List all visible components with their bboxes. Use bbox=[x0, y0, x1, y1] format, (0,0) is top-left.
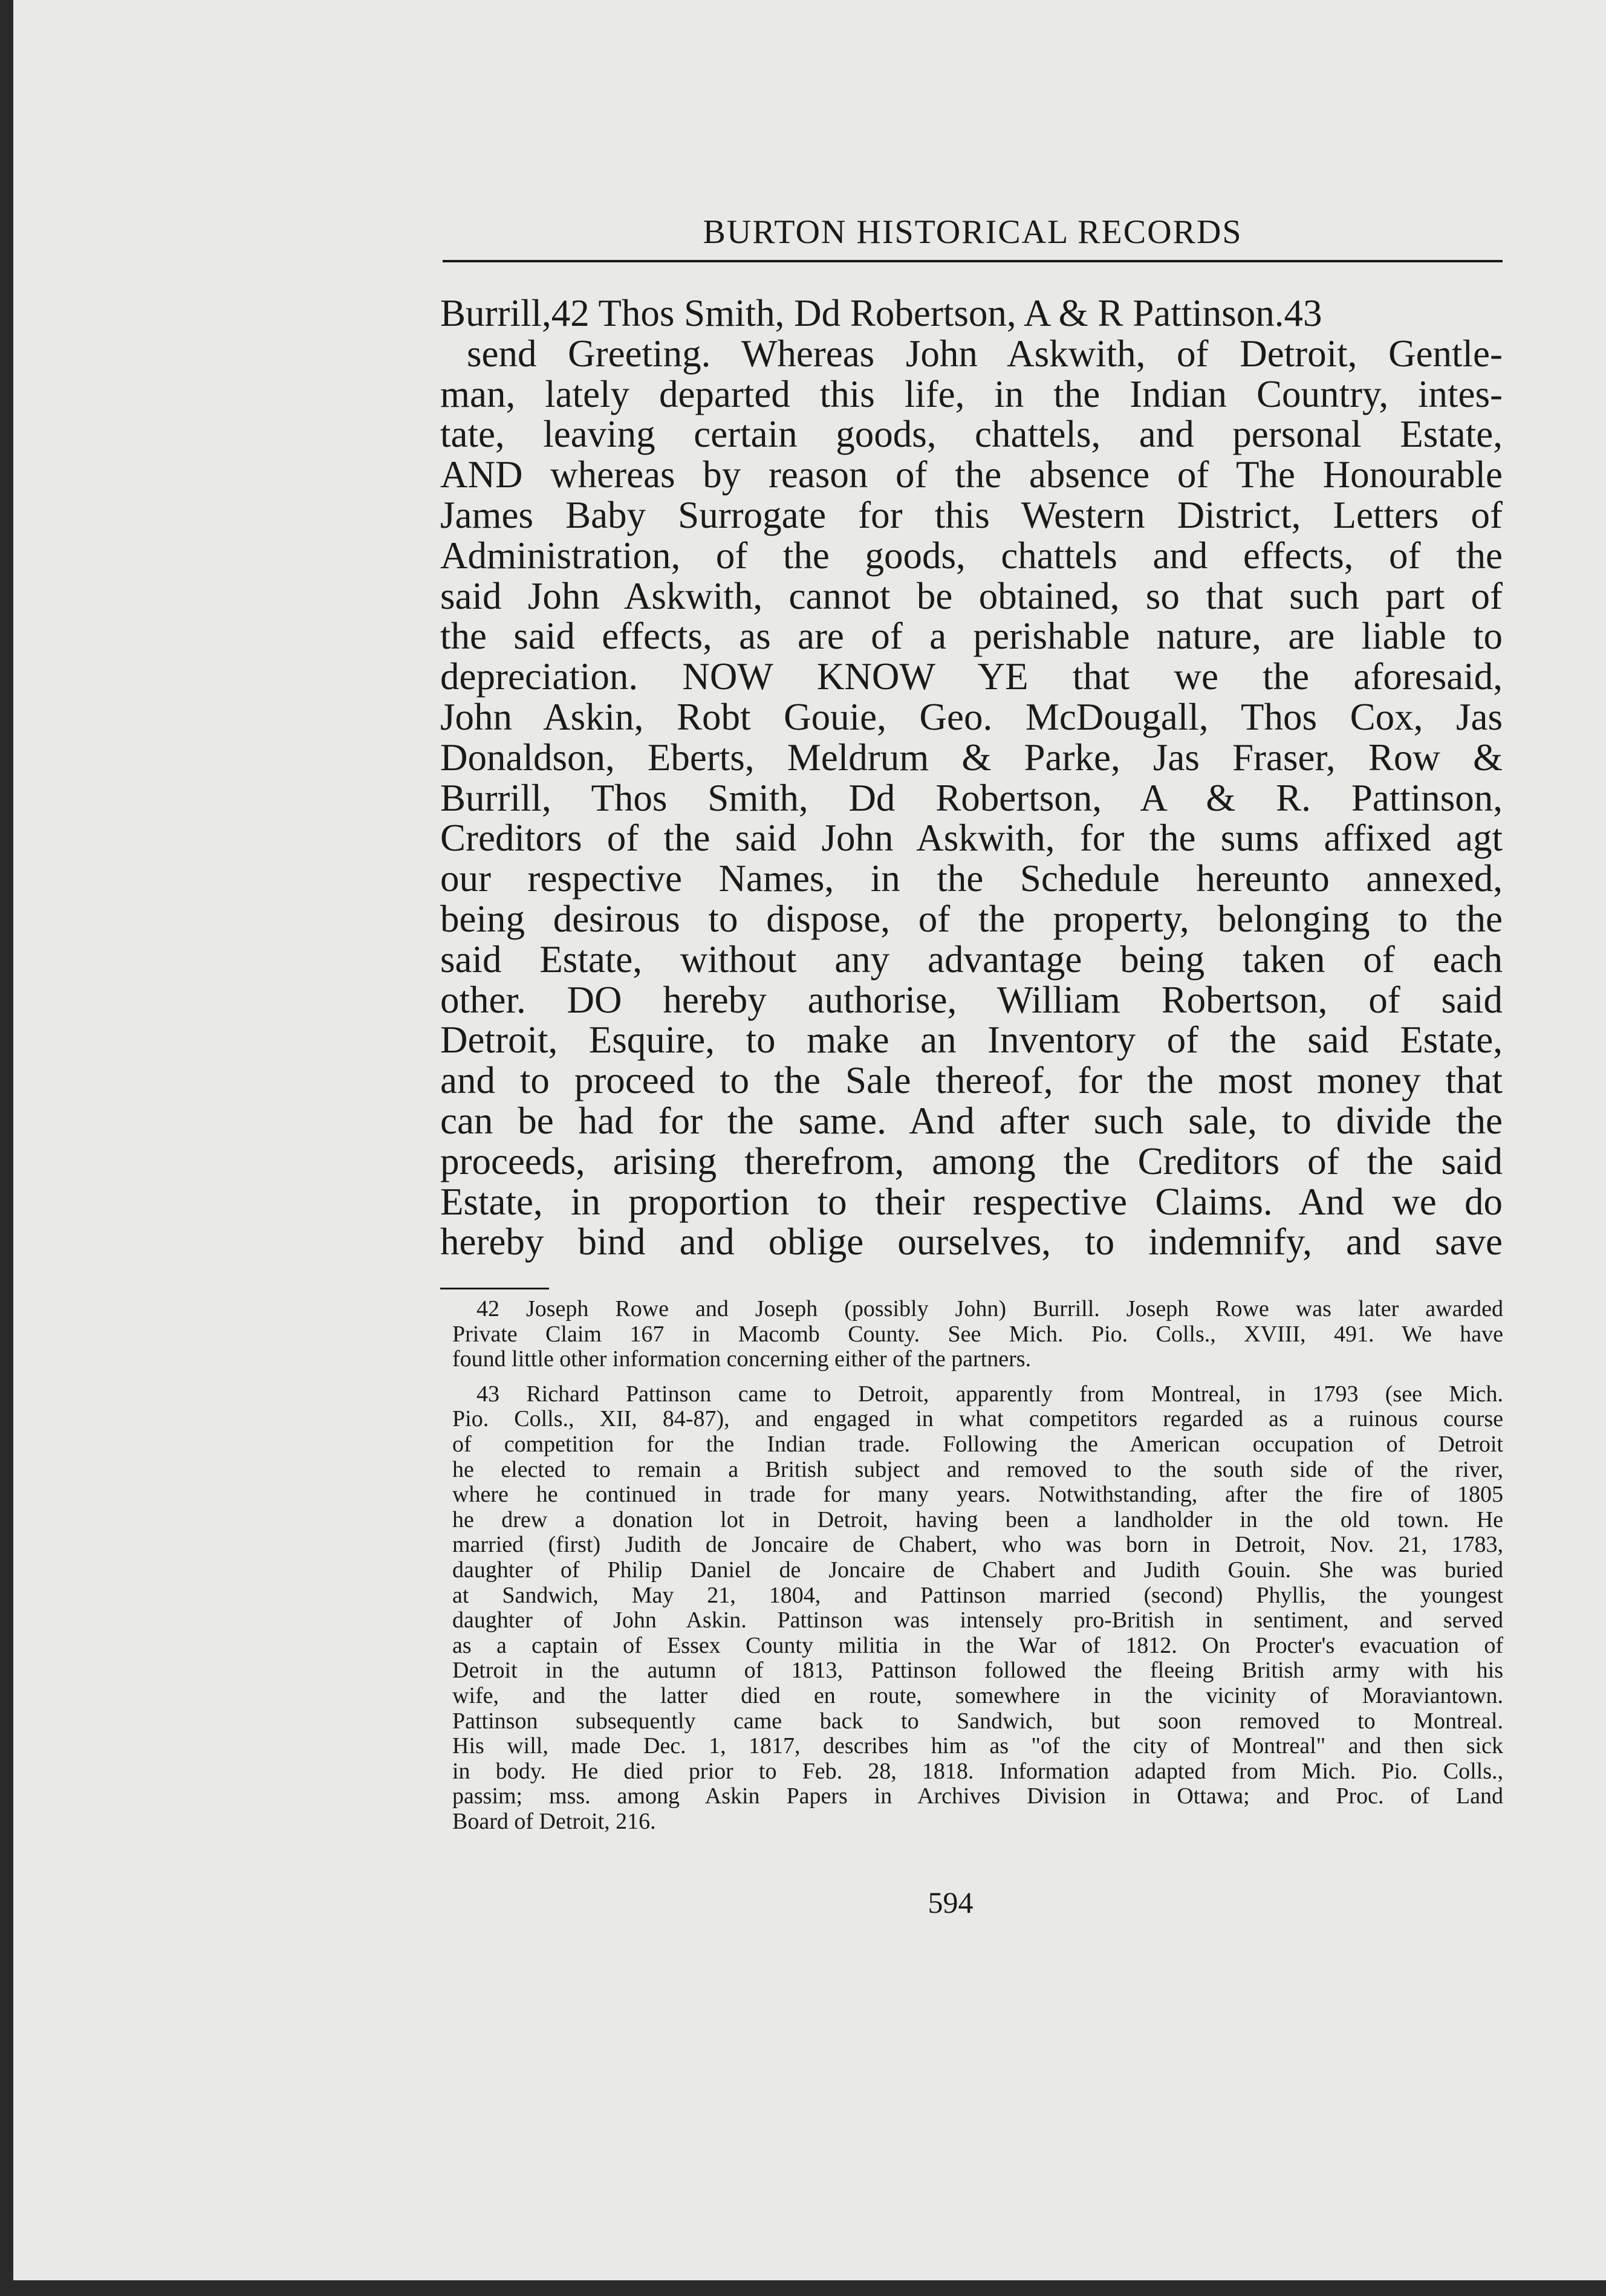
body-line: said Estate, without any advantage being taken of each bbox=[440, 938, 1503, 981]
body-line: Donaldson, Eberts, Meldrum & Parke, Jas Fraser, Row & bbox=[440, 736, 1503, 779]
body-line: Burrill, Thos Smith, Dd Robertson, A & R. Pattinson, bbox=[440, 776, 1503, 819]
footnote-42 bbox=[452, 1297, 1503, 1372]
body-line: hereby bind and oblige ourselves, to indemnify, and save bbox=[440, 1221, 1503, 1263]
footnote-line: at Sandwich, May 21, 1804, and Pattinson married (second) Phyllis, the youngest bbox=[452, 1582, 1503, 1608]
footnote-line: passim; mss. among Askin Papers in Archives Division in Ottawa; and Proc. of Land bbox=[452, 1783, 1503, 1809]
footnote-line: he elected to remain a British subject and removed to the south side of the river, bbox=[452, 1456, 1503, 1482]
footnote-line: married (first) Judith de Joncaire de Chabert, who was born in Detroit, Nov. 21, 1783, bbox=[452, 1532, 1503, 1558]
footnote-line: as a captain of Essex County militia in the War of 1812. On Procter's evacuation of bbox=[452, 1632, 1503, 1658]
footnote-43 bbox=[452, 1382, 1503, 1835]
body-text bbox=[440, 293, 1503, 1262]
footnote-line: wife, and the latter died en route, somewhere in the vicinity of Moraviantown. bbox=[452, 1682, 1503, 1708]
footnotes bbox=[452, 1297, 1503, 1834]
body-line: and to proceed to the Sale thereof, for the most money that bbox=[440, 1059, 1503, 1102]
body-line: send Greeting. Whereas John Askwith, of Detroit, Gentle- bbox=[467, 332, 1503, 375]
body-line: Administration, of the goods, chattels and effects, of the bbox=[440, 534, 1503, 577]
body-line: depreciation. NOW KNOW YE that we the aforesaid, bbox=[440, 655, 1503, 698]
footnote-line: of competition for the Indian trade. Following the American occupation of Detroit bbox=[452, 1431, 1503, 1457]
body-line: man, lately departed this life, in the Indian Country, intes- bbox=[440, 372, 1503, 415]
footnote-line: 42 Joseph Rowe and Joseph (possibly John) Burrill. Joseph Rowe was later awarded bbox=[476, 1296, 1503, 1321]
body-line: Estate, in proportion to their respective Claims. And we do bbox=[440, 1180, 1503, 1223]
body-line: tate, leaving certain goods, chattels, and personal Estate, bbox=[440, 413, 1503, 456]
footnote-line: in body. He died prior to Feb. 28, 1818. Information adapted from Mich. Pio. Colls., bbox=[452, 1758, 1503, 1784]
body-line: being desirous to dispose, of the property, belonging to the bbox=[440, 897, 1503, 940]
page-number: 594 bbox=[928, 1886, 974, 1919]
body-line: the said effects, as are of a perishable nature, are liable to bbox=[440, 615, 1503, 658]
page-header bbox=[443, 192, 1503, 265]
footnote-line: Detroit in the autumn of 1813, Pattinson followed the fleeing British army with his bbox=[452, 1658, 1503, 1684]
footnote-line: he drew a donation lot in Detroit, having been a landholder in the old town. He bbox=[452, 1506, 1503, 1532]
footnote-line: Pio. Colls., XII, 84-87), and engaged in what competitors regarded as a ruinous course bbox=[452, 1406, 1503, 1432]
footnote-line: found little other information concerning either of the partners. bbox=[452, 1346, 1032, 1372]
body-line: our respective Names, in the Schedule hereunto annexed, bbox=[440, 857, 1503, 900]
body-line: Detroit, Esquire, to make an Inventory of the said Estate, bbox=[440, 1019, 1503, 1062]
body-line: AND whereas by reason of the absence of The Honourable bbox=[440, 453, 1503, 496]
body-line: can be had for the same. And after such sale, to divide the bbox=[440, 1099, 1503, 1142]
body-line: other. DO hereby authorise, William Robertson, of said bbox=[440, 978, 1503, 1021]
footnote-line: His will, made Dec. 1, 1817, describes him as "of the city of Montreal" and then sick bbox=[452, 1733, 1503, 1759]
footnote-line: Private Claim 167 in Macomb County. See Mich. Pio. Colls., XVIII, 491. We have bbox=[452, 1321, 1503, 1347]
body-line: Burrill,42 Thos Smith, Dd Robertson, A & R Pattinson.43 bbox=[440, 292, 1322, 334]
footnote-line: 43 Richard Pattinson came to Detroit, apparently from Montreal, in 1793 (see Mich. bbox=[476, 1381, 1503, 1407]
footnote-line: Pattinson subsequently came back to Sandwich, but soon removed to Montreal. bbox=[452, 1708, 1503, 1734]
footnote-line: daughter of Philip Daniel de Joncaire de Chabert and Judith Gouin. She was buried bbox=[452, 1557, 1503, 1583]
header-rule bbox=[443, 260, 1503, 262]
running-head: BURTON HISTORICAL RECORDS bbox=[703, 213, 1243, 251]
body-line: proceeds, arising therefrom, among the Creditors of the said bbox=[440, 1140, 1503, 1182]
book-page bbox=[13, 0, 1606, 2280]
body-line: Creditors of the said John Askwith, for the sums affixed agt bbox=[440, 817, 1503, 860]
footnote-line: Board of Detroit, 216. bbox=[452, 1808, 656, 1834]
body-line: James Baby Surrogate for this Western District, Letters of bbox=[440, 493, 1503, 536]
body-line: John Askin, Robt Gouie, Geo. McDougall, Thos Cox, Jas bbox=[440, 695, 1503, 738]
footnote-line: where he continued in trade for many years. Notwithstanding, after the fire of 1805 bbox=[452, 1482, 1503, 1508]
footnote-line: daughter of John Askin. Pattinson was intensely pro-British in sentiment, and served bbox=[452, 1607, 1503, 1633]
footnote-rule bbox=[440, 1288, 549, 1289]
body-line: said John Askwith, cannot be obtained, so that such part of bbox=[440, 574, 1503, 617]
